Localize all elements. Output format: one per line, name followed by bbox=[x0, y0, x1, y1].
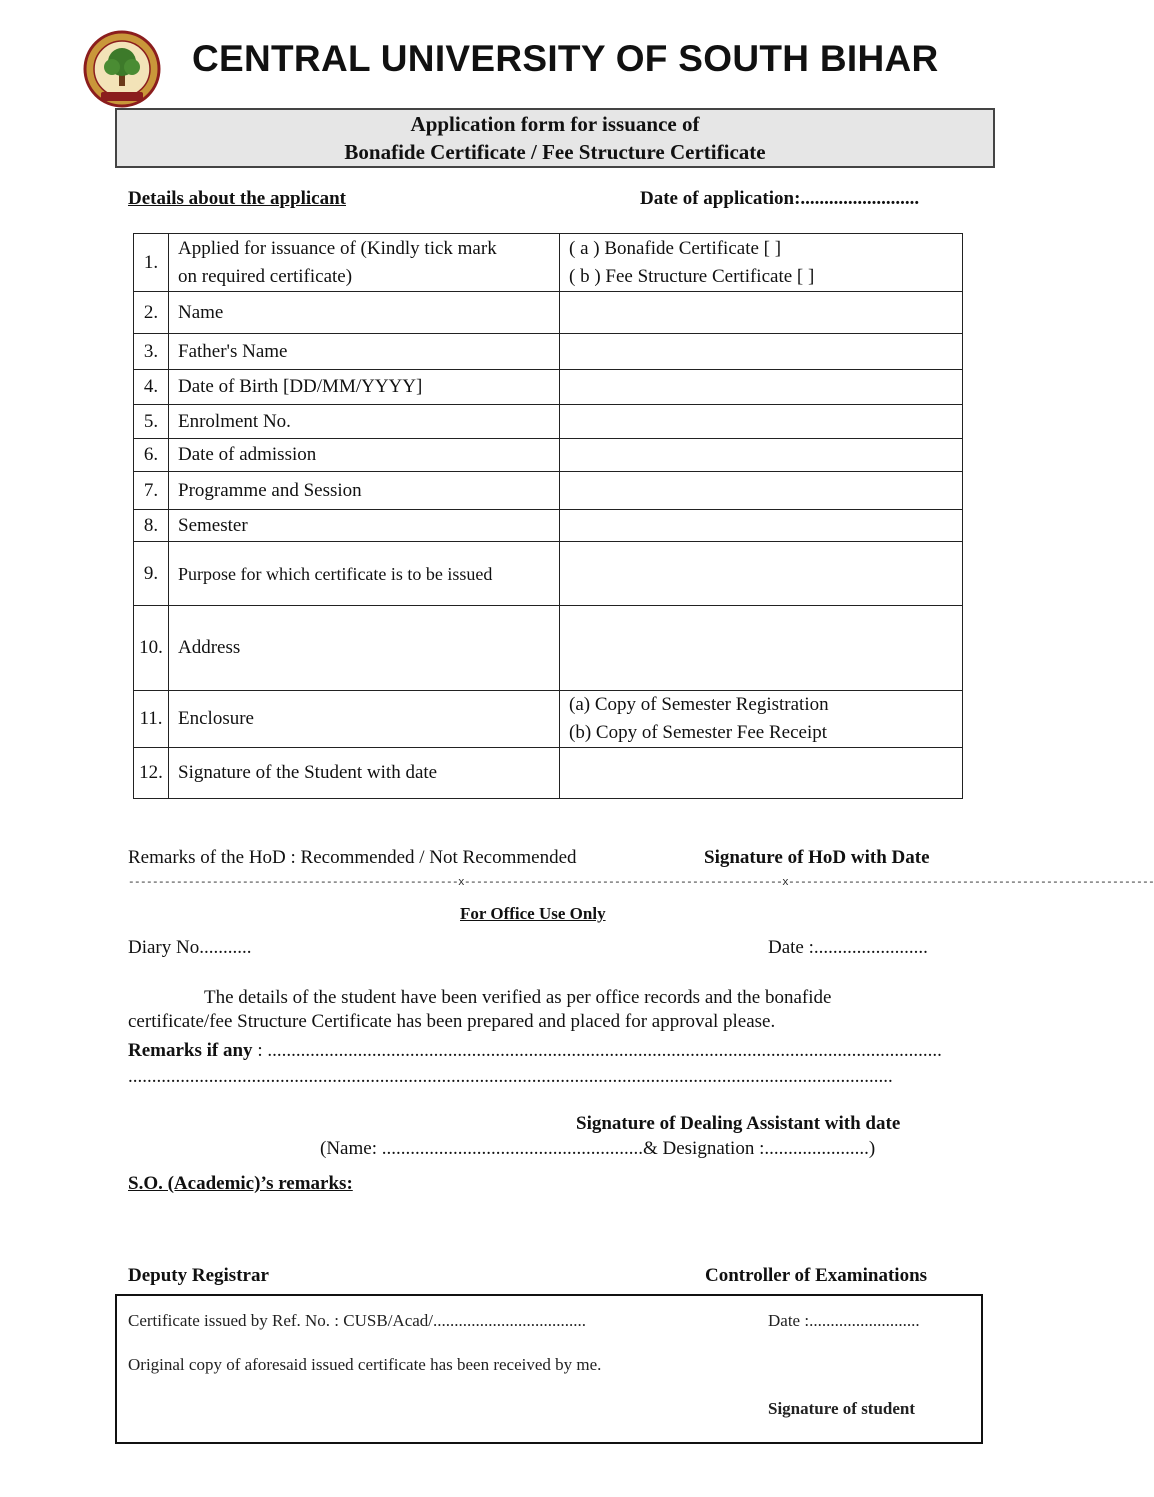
table-row bbox=[134, 370, 963, 405]
issue-ref-line: Certificate issued by Ref. No. : CUSB/Acad/.................................... bbox=[128, 1311, 587, 1330]
dealing-assistant-signature: Signature of Dealing Assistant with date bbox=[576, 1113, 901, 1134]
enclosure-cell bbox=[560, 691, 963, 748]
hod-remarks: Remarks of the HoD : Recommended / Not Recommended bbox=[128, 847, 577, 868]
row-label: Signature of the Student with date bbox=[169, 748, 560, 799]
office-date: Date :........................ bbox=[768, 937, 928, 958]
table-row bbox=[134, 510, 963, 542]
fee-structure-option[interactable]: ( b ) Fee Structure Certificate [ ] bbox=[569, 265, 815, 287]
student-signature-field[interactable] bbox=[560, 748, 963, 799]
table-row bbox=[134, 691, 963, 748]
address-field[interactable] bbox=[560, 606, 963, 691]
remarks-line bbox=[128, 1040, 942, 1062]
row-label bbox=[169, 234, 560, 292]
row-label: Father's Name bbox=[169, 334, 560, 370]
enclosure-item-a: (a) Copy of Semester Registration bbox=[569, 694, 829, 715]
row-label-line2: on required certificate) bbox=[178, 265, 353, 287]
enrolment-no-field[interactable] bbox=[560, 405, 963, 439]
row-number: 10. bbox=[134, 606, 169, 691]
verification-text-line1: The details of the student have been verified as per office records and the bonafide bbox=[204, 987, 832, 1008]
row-number: 6. bbox=[134, 439, 169, 472]
row-number: 5. bbox=[134, 405, 169, 439]
table-row bbox=[134, 748, 963, 799]
row-number: 9. bbox=[134, 542, 169, 606]
date-of-admission-field[interactable] bbox=[560, 439, 963, 472]
date-of-application: Date of application:......................... bbox=[640, 188, 920, 209]
row-number: 12. bbox=[134, 748, 169, 799]
form-title-line2: Bonafide Certificate / Fee Structure Certificate bbox=[344, 140, 766, 164]
row-number: 3. bbox=[134, 334, 169, 370]
table-row bbox=[134, 472, 963, 510]
verification-text-line2: certificate/fee Structure Certificate has been prepared and placed for approval please. bbox=[128, 1011, 776, 1032]
applicant-details-table bbox=[133, 233, 963, 799]
table-row bbox=[134, 334, 963, 370]
so-remarks-heading: S.O. (Academic)’s remarks: bbox=[128, 1173, 353, 1194]
row-label: Name bbox=[169, 292, 560, 334]
name-designation-line: (Name: .......................................................& Designation :......................) bbox=[320, 1138, 876, 1159]
form-title-box bbox=[115, 108, 995, 168]
row-number: 8. bbox=[134, 510, 169, 542]
purpose-field[interactable] bbox=[560, 542, 963, 606]
row-label: Programme and Session bbox=[169, 472, 560, 510]
fathers-name-field[interactable] bbox=[560, 334, 963, 370]
row-label-line1: Applied for issuance of (Kindly tick mark bbox=[178, 237, 497, 259]
deputy-registrar-label: Deputy Registrar bbox=[128, 1265, 269, 1286]
row-label: Date of Birth [DD/MM/YYYY] bbox=[169, 370, 560, 405]
row-label: Semester bbox=[169, 510, 560, 542]
row-label: Enrolment No. bbox=[169, 405, 560, 439]
row-number: 7. bbox=[134, 472, 169, 510]
enclosure-item-b: (b) Copy of Semester Fee Receipt bbox=[569, 722, 828, 743]
remarks-dots-line2: ................................................................................................................................................................. bbox=[128, 1066, 893, 1087]
hod-signature-label: Signature of HoD with Date bbox=[704, 847, 930, 868]
received-line: Original copy of aforesaid issued certificate has been received by me. bbox=[128, 1355, 602, 1374]
details-heading: Details about the applicant bbox=[128, 188, 346, 209]
table-row bbox=[134, 606, 963, 691]
remarks-label: Remarks if any bbox=[128, 1040, 253, 1061]
university-name: CENTRAL UNIVERSITY OF SOUTH BIHAR bbox=[192, 38, 939, 79]
issue-date: Date :.......................... bbox=[768, 1311, 920, 1330]
university-logo bbox=[83, 30, 161, 108]
date-of-birth-field[interactable] bbox=[560, 370, 963, 405]
certificate-type-cell[interactable] bbox=[560, 234, 963, 292]
table-row bbox=[134, 292, 963, 334]
office-use-heading: For Office Use Only bbox=[460, 904, 606, 923]
name-field[interactable] bbox=[560, 292, 963, 334]
row-number: 4. bbox=[134, 370, 169, 405]
programme-session-field[interactable] bbox=[560, 472, 963, 510]
table-row bbox=[134, 234, 963, 292]
bonafide-option[interactable]: ( a ) Bonafide Certificate [ ] bbox=[569, 237, 782, 259]
row-label: Address bbox=[169, 606, 560, 691]
form-title-line1: Application form for issuance of bbox=[410, 112, 700, 136]
table-row bbox=[134, 542, 963, 606]
table-row bbox=[134, 405, 963, 439]
row-label: Purpose for which certificate is to be issued bbox=[169, 542, 560, 606]
row-number: 2. bbox=[134, 292, 169, 334]
controller-label: Controller of Examinations bbox=[705, 1265, 928, 1286]
semester-field[interactable] bbox=[560, 510, 963, 542]
row-number: 1. bbox=[134, 234, 169, 292]
student-signature-label: Signature of student bbox=[768, 1399, 916, 1418]
diary-no: Diary No........... bbox=[128, 937, 252, 958]
separator-line: -------------------------------------------------------x-----------------------------------------------------x------------------------------------------------------------- bbox=[128, 877, 1154, 889]
row-label: Date of admission bbox=[169, 439, 560, 472]
table-row bbox=[134, 439, 963, 472]
remarks-dots: : .............................................................................................................................................. bbox=[252, 1040, 942, 1061]
row-label: Enclosure bbox=[169, 691, 560, 748]
row-number: 11. bbox=[134, 691, 169, 748]
